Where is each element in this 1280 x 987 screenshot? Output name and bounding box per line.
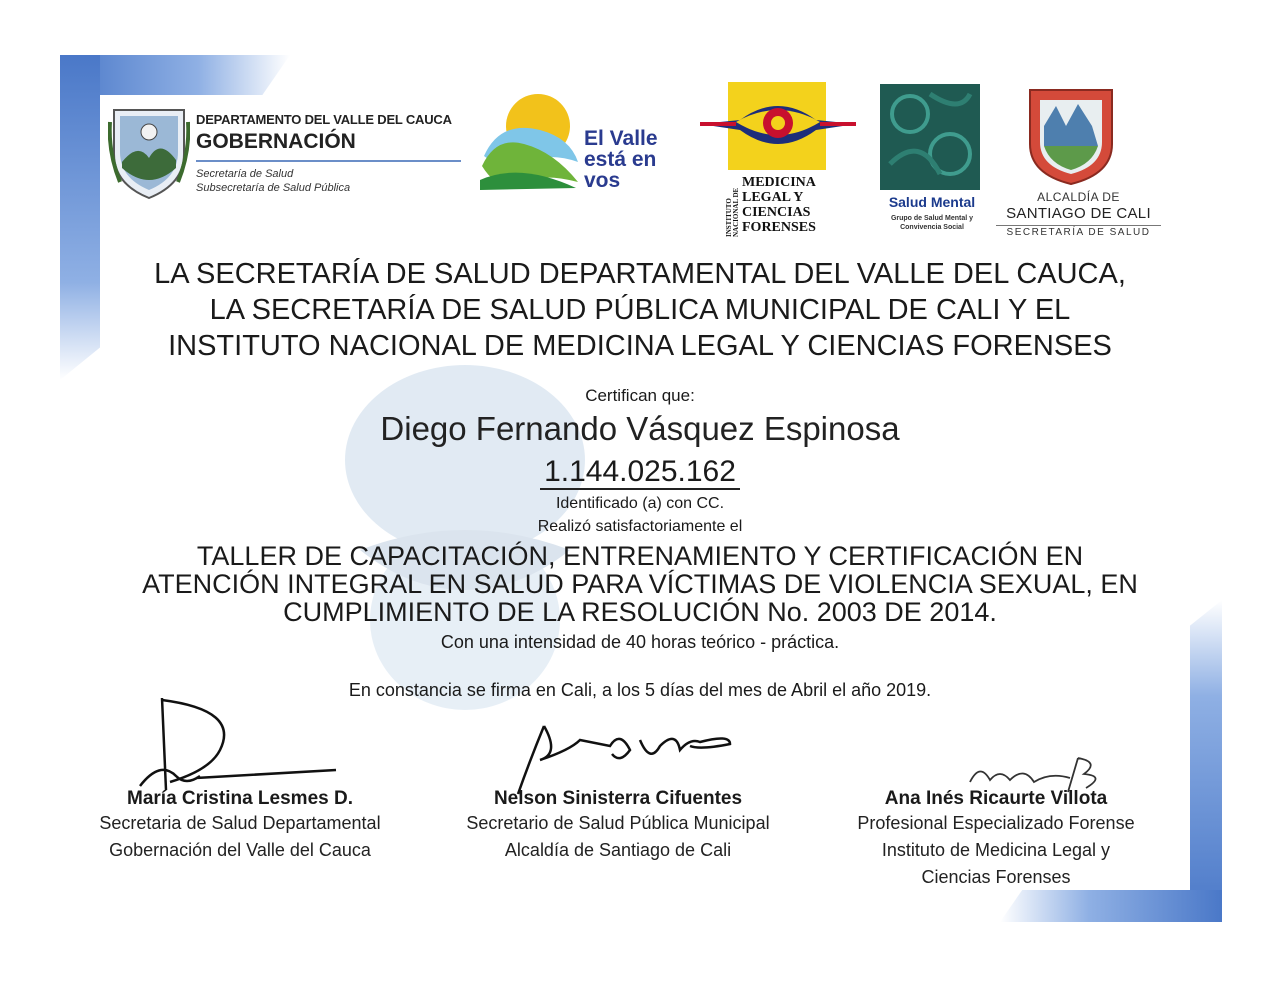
issuer-line: INSTITUTO NACIONAL DE MEDICINA LEGAL Y CIENCIAS FORENSES <box>168 330 1112 362</box>
signatory-role: Ciencias Forenses <box>921 867 1071 887</box>
gobernacion-logo <box>108 100 468 210</box>
eye-icon <box>700 92 856 158</box>
medicina-legal-logo <box>700 80 860 240</box>
signatory-role: Secretario de Salud Pública Municipal <box>466 813 770 833</box>
valle-sun-hills-icon <box>480 92 580 190</box>
gobernacion-subsecretaria: Subsecretaría de Salud Pública <box>196 182 351 194</box>
cali-crest-icon <box>1026 86 1116 186</box>
medicina-legal-text: MEDICINA LEGAL Y CIENCIAS FORENSES <box>742 175 816 235</box>
alcaldia-cali-logo <box>996 86 1166 241</box>
valle-shield-icon <box>108 102 190 200</box>
signatory-role: Gobernación del Valle del Cauca <box>109 840 371 860</box>
signatory-name: Ana Inés Ricaurte Villota <box>884 788 1108 809</box>
signing-statement: En constancia se firma en Cali, a los 5 días del mes de Abril el año 2019. <box>348 680 932 700</box>
signatory-role: Secretaria de Salud Departamental <box>99 813 381 833</box>
certify-label: Certifican que: <box>585 386 695 405</box>
gobernacion-department: DEPARTAMENTO DEL VALLE DEL CAUCA <box>196 112 452 127</box>
signatory-name: María Cristina Lesmes D. <box>127 788 353 809</box>
issuing-institutions <box>60 256 1220 364</box>
gobernacion-title: GOBERNACIÓN <box>196 130 356 153</box>
alcaldia-line-1: ALCALDÍA DE <box>1037 190 1120 204</box>
signatory-role: Profesional Especializado Forense <box>857 813 1135 833</box>
frame-corner-bottom-right-horizontal <box>1000 890 1222 922</box>
signatory-2 <box>418 788 818 864</box>
salud-mental-subtitle: Grupo de Salud Mental y Convivencia Social <box>890 215 974 231</box>
el-valle-logo <box>480 92 670 192</box>
course-intensity: Con una intensidad de 40 horas teórico - práctica. <box>440 632 840 652</box>
course-title <box>60 542 1220 626</box>
signatory-role: Alcaldía de Santiago de Cali <box>504 840 732 860</box>
alcaldia-line-2: SANTIAGO DE CALI <box>1006 205 1151 222</box>
gobernacion-secretaria: Secretaría de Salud <box>196 168 294 180</box>
signatory-1 <box>40 788 440 864</box>
issuer-line: LA SECRETARÍA DE SALUD PÚBLICA MUNICIPAL DE CALI Y EL <box>209 294 1071 326</box>
course-line: CUMPLIMIENTO DE LA RESOLUCIÓN No. 2003 DE 2014. <box>283 597 997 627</box>
id-label: Identificado (a) con CC. <box>555 495 725 512</box>
watermark-emblem <box>300 350 630 730</box>
gobernacion-divider <box>196 160 461 162</box>
salud-mental-pattern-icon <box>880 84 980 190</box>
salud-mental-logo <box>876 84 988 239</box>
id-number <box>0 455 1280 489</box>
el-valle-text: El Valle está en vos <box>584 127 658 192</box>
recipient-name: Diego Fernando Vásquez Espinosa <box>380 410 900 447</box>
medicina-legal-side-text: INSTITUTO NACIONAL DE <box>725 187 740 237</box>
completed-label: Realizó satisfactoriamente el <box>537 518 743 535</box>
signatory-name: Nelson Sinisterra Cifuentes <box>493 788 743 809</box>
alcaldia-line-3: SECRETARÍA DE SALUD <box>996 225 1161 238</box>
signatory-role: Instituto de Medicina Legal y <box>881 840 1111 860</box>
salud-mental-title: Salud Mental <box>888 194 976 210</box>
id-number-value: 1.144.025.162 <box>540 455 740 490</box>
course-line: TALLER DE CAPACITACIÓN, ENTRENAMIENTO Y CERTIFICACIÓN EN <box>196 541 1084 571</box>
issuer-line: LA SECRETARÍA DE SALUD DEPARTAMENTAL DEL VALLE DEL CAUCA, <box>154 258 1126 290</box>
course-line: ATENCIÓN INTEGRAL EN SALUD PARA VÍCTIMAS DE VIOLENCIA SEXUAL, EN <box>142 569 1138 599</box>
signatory-3 <box>826 788 1166 891</box>
